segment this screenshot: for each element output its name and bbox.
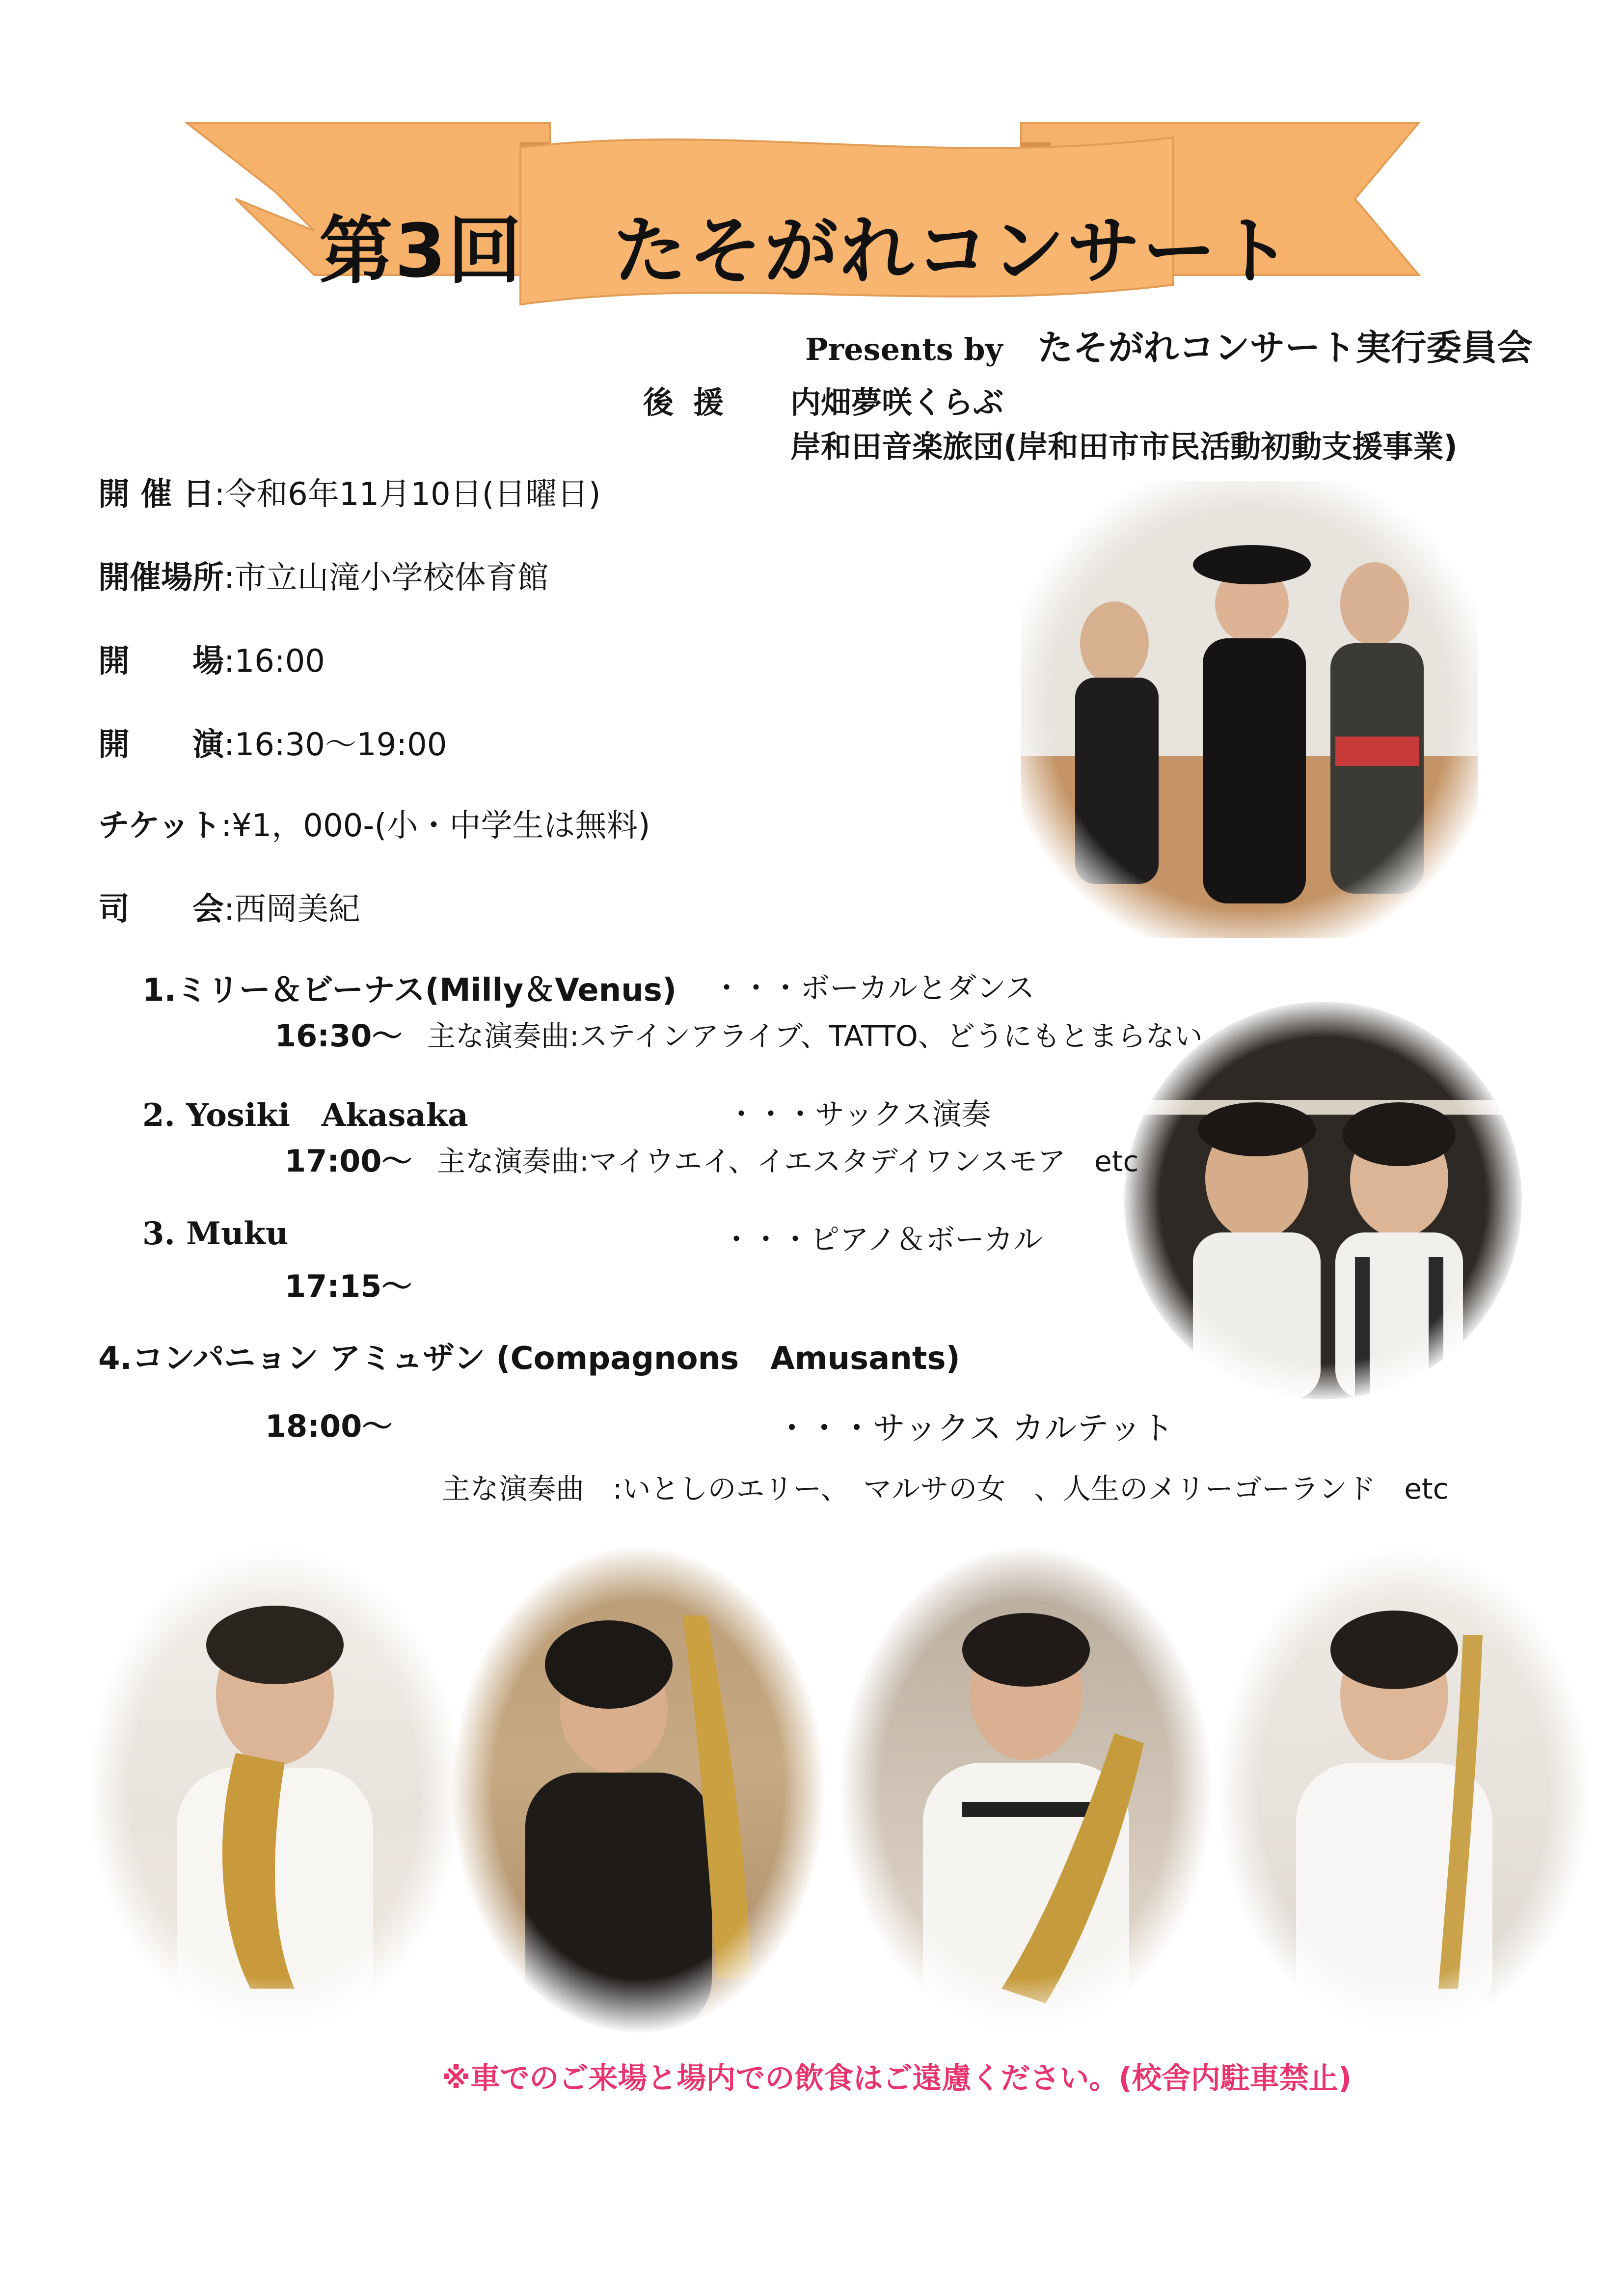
info-label: 開 催 日 <box>98 476 215 513</box>
performer-2-songs: 主な演奏曲:マイウエイ、イエスタデイワンスモア etc <box>437 1145 1139 1178</box>
info-value: :西岡美紀 <box>224 891 360 928</box>
info-label: 開 場 <box>98 643 224 680</box>
support-label: 後援 <box>643 384 744 420</box>
info-label: チケット <box>98 808 221 844</box>
info-value: :16:30～19:00 <box>224 727 447 763</box>
performer-4-time: 18:00～ <box>265 1408 393 1444</box>
presents-by-label: Presents by <box>805 331 1003 367</box>
performer-4-genre: ・・・サックス カルテット <box>776 1409 1174 1447</box>
organizer-name: たそがれコンサート実行委員会 <box>1037 327 1533 368</box>
supporter-2: 岸和田音楽旅団(岸和田市市民活動初動支援事業) <box>790 429 1458 465</box>
concert-title <box>319 191 1294 298</box>
info-label: 開 演 <box>98 727 224 763</box>
performer-4-songs: 主な演奏曲 :いとしのエリー、 マルサの女 、人生のメリーゴーランド etc <box>442 1472 1449 1505</box>
photo-illustration <box>452 1547 825 2033</box>
performer-3-title: 3. Muku <box>142 1215 289 1252</box>
performer-1-title: 1.ミリー＆ビーナス(Milly＆Venus) <box>142 972 677 1009</box>
photo-illustration <box>1021 481 1478 938</box>
performer-2-title: 2. Yosiki Akasaka <box>142 1097 468 1134</box>
performer-1-songs: 主な演奏曲:ステインアライブ、TATTO、どうにもとまらない <box>427 1019 1203 1053</box>
info-value: :市立山滝小学校体育館 <box>224 560 549 596</box>
info-start <box>98 719 447 765</box>
supporter-1: 内畑夢咲くらぶ <box>790 384 1004 420</box>
quartet-member-photo-4 <box>1218 1547 1591 2033</box>
photo-illustration <box>839 1547 1213 2033</box>
performer-3-genre: ・・・ピアノ＆ボーカル <box>722 1223 1043 1257</box>
performer-photo-group <box>1021 481 1478 938</box>
info-value: :¥1，000-(小・中学生は無料) <box>221 808 650 844</box>
title-prefix: 第3回 <box>319 209 524 294</box>
quartet-member-photo-3 <box>839 1547 1213 2033</box>
performer-3-time: 17:15～ <box>285 1268 412 1304</box>
photo-illustration <box>88 1547 461 2033</box>
info-ticket <box>98 800 650 846</box>
info-label: 司 会 <box>98 891 224 928</box>
performer-1-genre: ・・・ボーカルとダンス <box>712 971 1035 1006</box>
parking-notice: ※車でのご来場と場内での飲食はご遠慮ください。(校舎内駐車禁止) <box>442 2061 1352 2096</box>
photo-illustration <box>1124 1002 1522 1399</box>
quartet-member-photo-2 <box>452 1547 825 2033</box>
info-venue <box>98 552 549 598</box>
info-mc <box>98 884 360 929</box>
performer-1-time: 16:30～ <box>275 1018 403 1054</box>
performer-2-time: 17:00～ <box>285 1143 412 1179</box>
info-value: :16:00 <box>224 643 325 680</box>
quartet-member-photo-1 <box>88 1547 461 2033</box>
info-doors <box>98 636 325 681</box>
performer-2-genre: ・・・サックス演奏 <box>727 1097 991 1132</box>
info-label: 開催場所 <box>98 560 224 596</box>
title-main: たそがれコンサート <box>613 209 1294 294</box>
yosiki-akasaka-photo <box>1124 1002 1522 1399</box>
presented-by <box>805 319 1532 370</box>
info-date <box>98 469 601 514</box>
info-value: :令和6年11月10日(日曜日) <box>214 476 601 513</box>
photo-illustration <box>1218 1547 1591 2033</box>
performer-4-title: 4.コンパニョン アミュザン (Compagnons Amusants) <box>98 1340 960 1377</box>
